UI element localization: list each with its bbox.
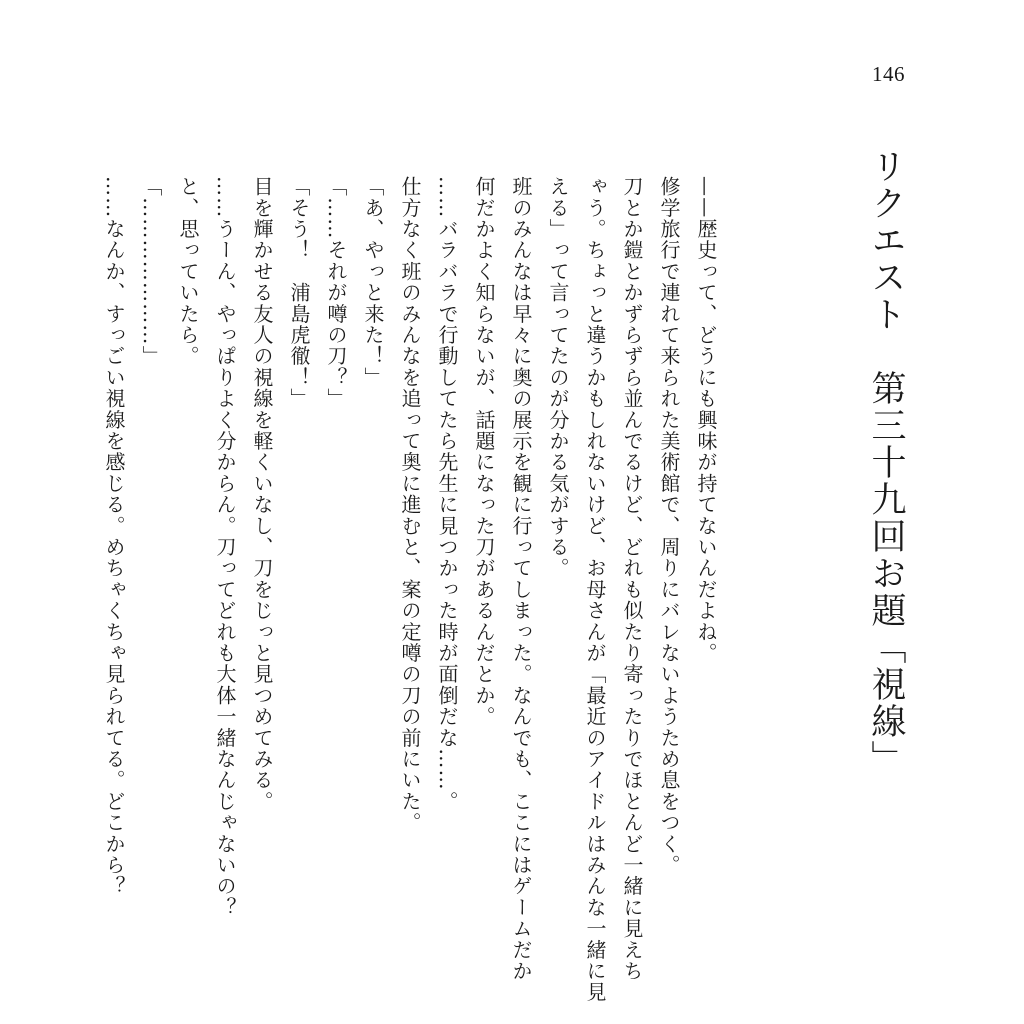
paragraph: ……バラバラで行動してたら先生に見つかった時が面倒だな……。 (435, 176, 459, 813)
paragraph: 「あ、やっと来た！」 (361, 176, 385, 388)
paragraph: 班のみんなは早々に奥の展示を観に行ってしまった。なんでも、ここにはゲームだか 何だかよく知らないが、話題になった刀があるんだとか。 (472, 176, 533, 982)
paragraph: ……うーん、やっぱりよく分からん。刀ってどれも大体一緒なんじゃないの？ (213, 176, 237, 918)
paragraph: 「……それが噂の刀？」 (324, 176, 348, 410)
page-number: 146 (872, 62, 905, 86)
chapter-title: リクエスト 第三十九回お題「視線」 (866, 148, 906, 777)
paragraph: 修学旅行で連れて来られた美術館で、周りにバレないようため息をつく。 (657, 176, 681, 876)
paragraph: ——歴史って、どうにも興味が持てないんだよね。 (694, 176, 718, 664)
paragraph: 目を輝かせる友人の視線を軽くいなし、刀をじっと見つめてみる。 (250, 176, 274, 812)
paragraph: 「そう！ 浦島虎徹！」 (287, 176, 311, 410)
paragraph: 刀とか鎧とかずらずら並んでるけど、どれも似たり寄ったりでほとんど一緒に見えち ゃう。ちょっと違うかもしれないけど、お母さんが「最近のアイドルはみんな一緒に見 える」って言ってたのが分かる気がする。 (546, 176, 644, 1003)
paragraph: ……なんか、すっごい視線を感じる。めちゃくちゃ見られてる。どこから？ (102, 176, 126, 897)
body-text (95, 176, 724, 1003)
paragraph: 仕方なく班のみんなを追って奥に進むと、案の定噂の刀の前にいた。 (398, 176, 422, 834)
paragraph: と、思っていたら。 (176, 176, 200, 367)
paragraph: 「…………………」 (139, 176, 163, 367)
